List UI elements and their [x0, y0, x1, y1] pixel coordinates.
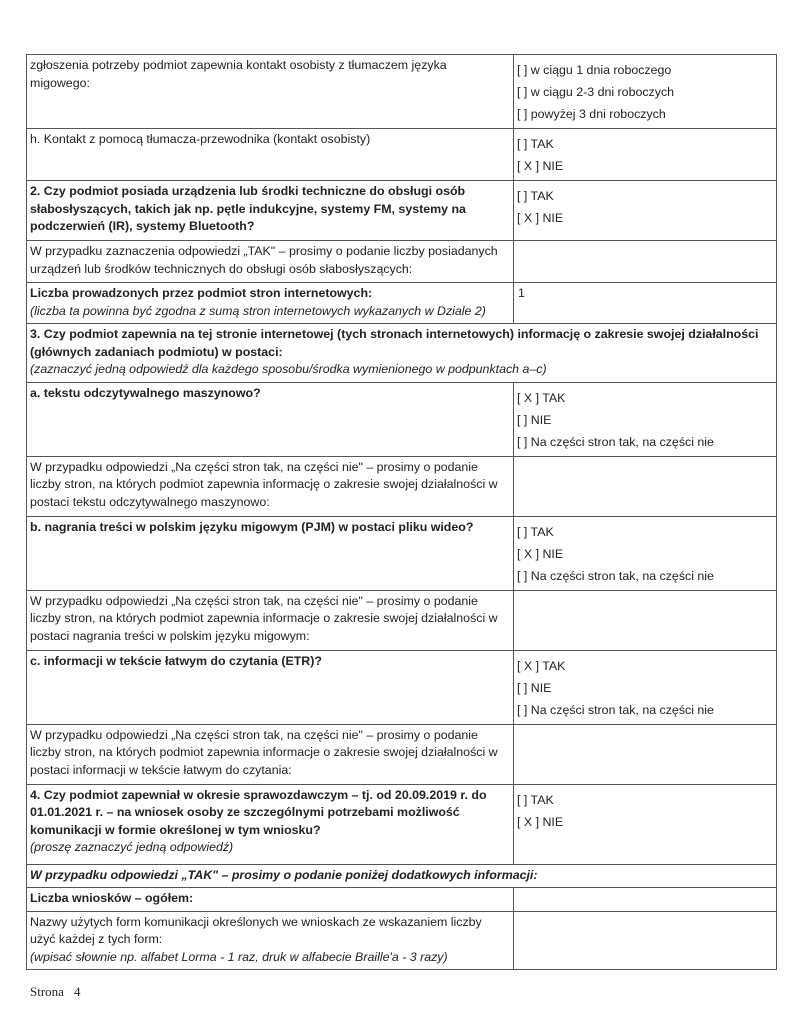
question-text: c. informacji w tekście łatwym do czytania (ETR)?: [30, 653, 322, 668]
table-row: [27, 516, 777, 590]
option-checkbox[interactable]: [ ] powyżej 3 dni roboczych: [517, 107, 666, 121]
option-checkbox[interactable]: [ ] TAK: [517, 137, 554, 151]
option-checkbox[interactable]: [ ] NIE: [517, 680, 552, 695]
page-number: 4: [73, 984, 81, 999]
table-row: [27, 590, 777, 650]
option-checkbox[interactable]: [ ] Na części stron tak, na części nie: [517, 434, 714, 449]
table-row: [27, 650, 777, 724]
option-checkbox[interactable]: [ ] Na części stron tak, na części nie: [517, 702, 714, 717]
question-cell: [27, 650, 514, 724]
table-row: [27, 456, 777, 516]
section-header-cell: [27, 324, 777, 383]
question-text: W przypadku odpowiedzi „Na części stron tak, na części nie" – prosimy o podanie liczby stron, na których podmiot zapewnia informacje o zakresie swojej działalności w postaci nagrania treści w polskim języku migowym:: [30, 593, 498, 643]
answer-cell: [514, 516, 777, 590]
question-cell: [27, 888, 514, 912]
question-text: h. Kontakt z pomocą tłumacza-przewodnika (kontakt osobisty): [30, 132, 371, 146]
question-text: W przypadku odpowiedzi „Na części stron tak, na części nie" – prosimy o podanie liczby stron, na których podmiot zapewnia informację o zakresie swojej działalności w postaci tekstu odczytywalnego maszynowo:: [30, 459, 498, 509]
option-checkbox[interactable]: [ ] Na części stron tak, na części nie: [517, 568, 714, 583]
question-text: W przypadku odpowiedzi „Na części stron tak, na części nie" – prosimy o podanie liczby stron, na których podmiot zapewnia informacje o zakresie swojej działalności w postaci informacji w tekście łatwym do czytania:: [30, 727, 498, 777]
table-row: [27, 724, 777, 784]
option-checkbox[interactable]: [ X ] NIE: [517, 159, 564, 173]
page-label: Strona: [30, 984, 64, 999]
answer-cell: [514, 129, 777, 181]
question-cell: [27, 55, 514, 129]
answer-input-cell[interactable]: [514, 590, 777, 650]
question-cell: [27, 784, 514, 864]
question-cell: [27, 129, 514, 181]
form-table: [26, 54, 777, 970]
question-cell: [27, 283, 514, 324]
option-checkbox[interactable]: [ ] w ciągu 1 dnia roboczego: [517, 63, 672, 77]
question-cell: [27, 724, 514, 784]
question-text: a. tekstu odczytywalnego maszynowo?: [30, 385, 261, 400]
table-row: [27, 864, 777, 888]
answer-input-cell[interactable]: [514, 888, 777, 912]
option-checkbox[interactable]: [ X ] NIE: [517, 546, 564, 561]
question-text: b. nagrania treści w polskim języku migowym (PJM) w postaci pliku wideo?: [30, 519, 474, 534]
table-row: [27, 181, 777, 241]
page-footer: [30, 984, 80, 1000]
answer-input-cell[interactable]: [514, 724, 777, 784]
table-row: [27, 382, 777, 456]
section-instruction-text: W przypadku odpowiedzi „TAK" – prosimy o podanie poniżej dodatkowych informacji:: [30, 867, 538, 882]
option-checkbox[interactable]: [ X ] NIE: [517, 211, 564, 225]
answer-cell: [514, 382, 777, 456]
question-text: 2. Czy podmiot posiada urządzenia lub środki techniczne do obsługi osób słabosłyszących, takich jak np. pętle indukcyjne, systemy FM, systemy na podczerwień (IR), systemy Bluetooth?: [30, 184, 466, 233]
answer-input-cell[interactable]: [514, 283, 777, 324]
table-row: [27, 784, 777, 864]
question-note: (liczba ta powinna być zgodna z sumą stron internetowych wykazanych w Dziale 2): [30, 303, 486, 318]
option-checkbox[interactable]: [ X ] TAK: [517, 390, 566, 405]
question-note: (wpisać słownie np. alfabet Lorma - 1 raz, druk w alfabecie Braille'a - 3 razy): [30, 949, 448, 964]
question-cell: [27, 382, 514, 456]
answer-cell: [514, 784, 777, 864]
question-text: 4. Czy podmiot zapewniał w okresie sprawozdawczym – tj. od 20.09.2019 r. do 01.01.2021 r. – na wniosek osoby ze szczególnymi potrzebami możliwość komunikacji w formie określonej w tym wniosku?: [30, 787, 487, 837]
answer-input-cell[interactable]: [514, 456, 777, 516]
option-checkbox[interactable]: [ X ] NIE: [517, 814, 564, 829]
table-row: [27, 241, 777, 283]
question-text: W przypadku zaznaczenia odpowiedzi „TAK" – prosimy o podanie liczby posiadanych urządzeń lub środków technicznych do obsługi osób słabosłyszących:: [30, 244, 498, 276]
table-row: [27, 129, 777, 181]
option-checkbox[interactable]: [ ] TAK: [517, 792, 554, 807]
question-cell: [27, 516, 514, 590]
question-cell: [27, 456, 514, 516]
table-row: [27, 911, 777, 970]
table-row: [27, 283, 777, 324]
answer-cell: [514, 55, 777, 129]
answer-cell: [514, 650, 777, 724]
question-cell: [27, 590, 514, 650]
answer-input-cell[interactable]: [514, 241, 777, 283]
question-cell: [27, 241, 514, 283]
table-row: [27, 55, 777, 129]
option-checkbox[interactable]: [ ] TAK: [517, 189, 554, 203]
question-text: Liczba prowadzonych przez podmiot stron internetowych:: [30, 286, 373, 300]
table-row: [27, 324, 777, 383]
table-row: [27, 888, 777, 912]
answer-value: 1: [518, 286, 525, 300]
section-header-cell: [27, 864, 777, 888]
question-text: zgłoszenia potrzeby podmiot zapewnia kontakt osobisty z tłumaczem języka migowego:: [30, 58, 447, 90]
question-cell: [27, 911, 514, 970]
question-text: Nazwy użytych form komunikacji określonych we wnioskach ze wskazaniem liczby użyć każdej z tych form:: [30, 914, 482, 946]
option-checkbox[interactable]: [ ] w ciągu 2-3 dni roboczych: [517, 85, 675, 99]
question-text: Liczba wniosków – ogółem:: [30, 891, 194, 905]
option-checkbox[interactable]: [ ] NIE: [517, 412, 552, 427]
answer-cell: [514, 181, 777, 241]
section-question-text: 3. Czy podmiot zapewnia na tej stronie internetowej (tych stronach internetowych) informację o zakresie swojej działalności (głównych zadaniach podmiotu) w postaci:: [30, 327, 759, 359]
question-cell: [27, 181, 514, 241]
answer-input-cell[interactable]: [514, 911, 777, 970]
question-note: (proszę zaznaczyć jedną odpowiedź): [30, 840, 234, 854]
option-checkbox[interactable]: [ X ] TAK: [517, 658, 566, 673]
option-checkbox[interactable]: [ ] TAK: [517, 524, 554, 539]
question-note: (zaznaczyć jedną odpowiedź dla każdego sposobu/środka wymienionego w podpunktach a–c): [30, 362, 547, 376]
